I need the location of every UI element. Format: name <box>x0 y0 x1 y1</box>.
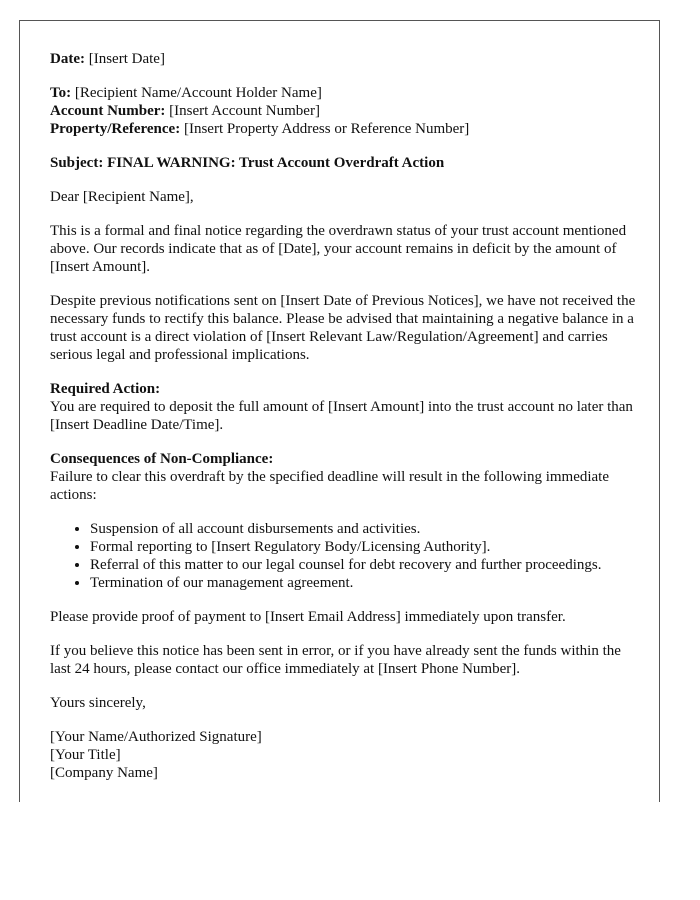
letter-page <box>19 20 660 802</box>
property-reference-label: Property/Reference: <box>50 121 181 137</box>
signature-company: [Company Name] <box>50 765 158 781</box>
paragraph-notice: This is a formal and final notice regarding the overdrawn status of your trust account mentioned above. Our records indicate that as of [Date], your account remains in deficit by the amount of [Insert Amount]. <box>50 223 627 275</box>
error-notice-paragraph: If you believe this notice has been sent in error, or if you have already sent the funds within the last 24 hours, please contact our office immediately at [Insert Phone Number]. <box>50 643 621 677</box>
account-number-label: Account Number: <box>50 103 166 119</box>
paragraph-previous-notifications: Despite previous notifications sent on [Insert Date of Previous Notices], we have not received the necessary funds to rectify this balance. Please be advised that maintaining a negative balance in a trust account is a direct violation of [Insert Relevant Law/Regulation/Agreement] and carries serious legal and professional implications. <box>50 293 636 363</box>
to-label: To: <box>50 85 72 101</box>
to-line <box>50 84 640 102</box>
to-value: [Recipient Name/Account Holder Name] <box>74 85 322 101</box>
list-item: • Referral of this matter to our legal counsel for debt recovery and further proceedings. <box>90 556 640 574</box>
date-label: Date: <box>50 51 85 67</box>
signature-block <box>50 728 640 782</box>
letter-content <box>50 50 640 782</box>
list-item: • Termination of our management agreement. <box>90 574 640 592</box>
required-action-heading <box>50 380 640 398</box>
subject-text: Subject: FINAL WARNING: Trust Account Overdraft Action <box>50 155 445 171</box>
required-action-section <box>50 380 640 434</box>
date-value: [Insert Date] <box>88 51 165 67</box>
closing: Yours sincerely, <box>50 695 146 711</box>
required-action-text: You are required to deposit the full amount of [Insert Amount] into the trust account no later than [Insert Deadline Date/Time]. <box>50 399 633 433</box>
salutation: Dear [Recipient Name], <box>50 189 194 205</box>
consequences-heading-text: Consequences of Non-Compliance: <box>50 451 274 467</box>
date-line <box>50 50 640 68</box>
account-number-value: [Insert Account Number] <box>169 103 320 119</box>
consequences-heading <box>50 450 640 468</box>
property-reference-line <box>50 120 640 138</box>
signature-title: [Your Title] <box>50 747 121 763</box>
consequences-list <box>50 520 640 592</box>
property-reference-value: [Insert Property Address or Reference Number] <box>183 121 470 137</box>
proof-of-payment-paragraph: Please provide proof of payment to [Insert Email Address] immediately upon transfer. <box>50 609 566 625</box>
list-item: • Suspension of all account disbursements and activities. <box>90 520 640 538</box>
consequences-section <box>50 450 640 504</box>
consequences-text: Failure to clear this overdraft by the specified deadline will result in the following immediate actions: <box>50 469 609 503</box>
list-item: • Formal reporting to [Insert Regulatory Body/Licensing Authority]. <box>90 538 640 556</box>
account-number-line <box>50 102 640 120</box>
signature-name: [Your Name/Authorized Signature] <box>50 729 262 745</box>
required-action-heading-text: Required Action: <box>50 381 161 397</box>
recipient-block <box>50 84 640 138</box>
subject-line <box>50 154 640 172</box>
